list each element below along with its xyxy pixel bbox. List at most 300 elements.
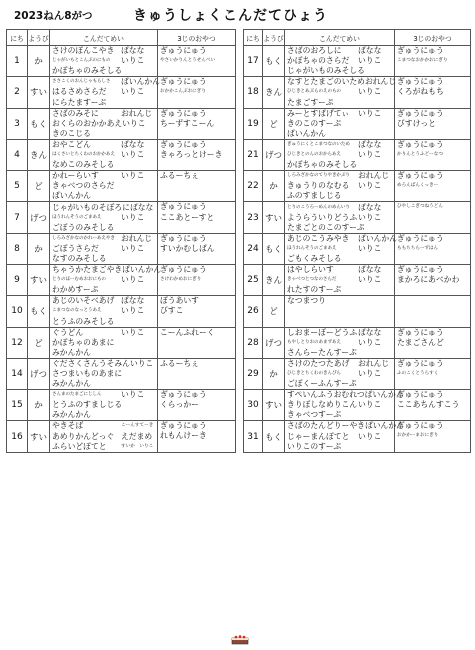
menu-cell [285, 139, 395, 170]
menu-line [52, 77, 160, 87]
table-row [7, 46, 236, 77]
menu-cell [50, 390, 158, 421]
side-item: ぱいんかん [122, 265, 162, 275]
snack-cell [158, 358, 236, 389]
menu-line [52, 379, 155, 389]
side-item: ぱいんかん [364, 421, 404, 431]
side-item: いりこ [129, 358, 154, 368]
menu-item: おくらのおかかあえ [52, 118, 123, 128]
menu-item: さけのたつたあげ [287, 358, 350, 368]
col-header-snack: 3じのおやつ [158, 30, 236, 46]
snack-item: くろがねもち [397, 87, 444, 97]
side-item: いりこ [358, 275, 382, 285]
menu-item: さんまのたまごにじしん [52, 392, 102, 398]
snack-item: たまごさんど [397, 337, 444, 347]
snack-cell [395, 358, 471, 389]
menu-item: かぼちゃのみそしる [287, 160, 358, 170]
menu-item: さばのたんどりーやき [287, 421, 365, 431]
table-row [7, 327, 236, 358]
menu-cell [50, 77, 158, 108]
menu-item: やきそば [52, 421, 84, 431]
menu-line [52, 254, 155, 264]
menu-item: ごぼくーふんすーぷ [287, 379, 357, 389]
day-number: 2 [7, 77, 28, 108]
menu-item: れたすのすーぷ [287, 285, 342, 295]
menu-line [287, 56, 392, 66]
day-number: 26 [244, 296, 263, 327]
day-number: 16 [7, 421, 28, 452]
menu-line [287, 275, 392, 285]
side-item: いりこ [121, 243, 145, 253]
snack-item: おかかーまおにぎり [397, 433, 439, 439]
table-row [244, 390, 471, 421]
menu-line [52, 244, 155, 254]
snack-item: ぎゅうにゅう [397, 327, 444, 337]
menu-item: はるさめさらだ [52, 87, 107, 97]
menu-item: みーとすぱげてぃ [287, 108, 350, 118]
menu-line [52, 181, 155, 191]
snack-item: めろんぱんくっきー [397, 183, 439, 189]
menu-line [287, 46, 392, 56]
side-item: ぱいんかん [364, 390, 404, 400]
menu-item: ぱいんかん [52, 191, 91, 201]
day-number: 14 [7, 358, 28, 389]
snack-item: ぎゅうにゅう [397, 421, 444, 431]
menu-table-second-half [243, 29, 471, 453]
day-number: 10 [7, 296, 28, 327]
menu-item: ひじきとちくわのきんぴら [287, 371, 341, 376]
side-item: いりこ [121, 150, 145, 160]
menu-item: きりぼしなめりこん [287, 400, 358, 410]
menu-line [52, 431, 155, 441]
side-item: えだまめ [121, 431, 153, 441]
menu-item: たまごすーぷ [287, 97, 334, 107]
snack-item: ふのこくとうらすく [397, 370, 439, 376]
menu-item: とうふのみそしる [52, 316, 115, 326]
menu-cell [285, 421, 404, 452]
menu-item: いりこのすーぷ [287, 441, 342, 451]
table-row [7, 296, 236, 327]
menu-line [52, 140, 155, 150]
menu-item: たまごとのこのすーぷ [287, 222, 365, 232]
menu-item: ひじきとあぶらのえのもの [287, 89, 341, 95]
menu-item: なめこのみそしる [52, 160, 115, 170]
snack-item [397, 306, 468, 316]
snack-item: ぎゅうにゅう [160, 77, 207, 87]
snack-item: やさいかりんとうせんべい [160, 58, 216, 64]
menu-line [52, 223, 155, 233]
menu-item: わかめすーぷ [52, 285, 99, 295]
menu-line [287, 359, 392, 369]
menu-line [52, 160, 155, 170]
col-header-menu: こんだてめい [50, 30, 158, 46]
menu-line [287, 338, 392, 348]
snack-item: びすけっと [397, 118, 436, 128]
side-item: おれんじ [121, 108, 153, 118]
menu-item: みかんかん [52, 410, 91, 420]
menu-line [287, 77, 397, 87]
menu-line [287, 285, 392, 295]
table-row [244, 77, 471, 108]
menu-cell [50, 46, 158, 77]
day-of-week: すい [28, 264, 50, 295]
snack-item: おかかこんぶおにぎり [160, 89, 206, 95]
menu-item: みかんかん [52, 347, 91, 357]
table-row [244, 46, 471, 77]
menu-line [52, 410, 155, 420]
snack-item: ぎゅうにゅう [160, 421, 207, 431]
side-item: ばなな [358, 46, 382, 56]
snack-item: ぎゅうにゅう [397, 264, 444, 274]
side-item: いりこ [121, 171, 145, 181]
side-item: いりこ [358, 431, 382, 441]
day-of-week: きん [263, 77, 285, 108]
day-number: 7 [7, 202, 28, 233]
day-number: 24 [244, 233, 263, 264]
menu-line [52, 191, 155, 201]
menu-item: ぐうどん [52, 327, 84, 337]
menu-cell [285, 108, 395, 139]
snack-cell [395, 202, 471, 233]
side-item: ばなな [358, 327, 382, 337]
menu-cell [50, 202, 158, 233]
table-row [244, 139, 471, 170]
day-of-week: もく [263, 233, 285, 264]
menu-item: きのこのすーぷ [287, 118, 342, 128]
snack-item: ぎゅうにゅう [160, 46, 207, 55]
menu-line [52, 87, 155, 97]
menu-item: かぼちゃのさらだ [287, 56, 350, 66]
menu-line [287, 254, 392, 264]
menu-line [52, 97, 155, 107]
snack-item: ぎゅうにゅう [397, 77, 444, 87]
col-header-menu: こんだてめい [285, 30, 395, 46]
menu-item: なつまつり [287, 296, 326, 306]
side-item: いりこ [121, 275, 145, 285]
menu-line [287, 265, 392, 275]
snack-cell [158, 202, 236, 233]
menu-table-first-half [6, 29, 236, 453]
snack-item: ぎゅうにゅう [397, 46, 444, 55]
snack-item: ぎゅうにゅう [160, 264, 207, 274]
snack-cell [395, 139, 471, 170]
menu-line [52, 359, 155, 369]
side-item: いりこ [358, 56, 382, 66]
table-row [244, 358, 471, 389]
menu-line [287, 316, 392, 326]
menu-cell [285, 327, 395, 358]
menu-line [287, 421, 404, 431]
side-item: いりこ [121, 327, 145, 337]
side-item: ぱなな [121, 46, 145, 56]
menu-line [52, 442, 155, 452]
menu-item: かぼちゃのみそしる [52, 66, 123, 76]
snack-cell [395, 46, 471, 77]
side-item: ばなな [358, 202, 382, 212]
menu-line [52, 109, 155, 119]
side-item: ばなな [358, 265, 382, 275]
snack-item [160, 338, 233, 348]
snack-cell [158, 233, 236, 264]
menu-item: とりのこうろーめんのめんいり [287, 204, 350, 210]
menu-line [52, 46, 155, 56]
menu-line [287, 306, 392, 316]
day-of-week: か [28, 390, 50, 421]
snack-item: かりんとうふどーなつ [397, 151, 443, 157]
day-number: 19 [244, 108, 263, 139]
menu-item: かれーらいす [52, 171, 99, 181]
snack-item [160, 181, 233, 191]
day-number: 18 [244, 77, 263, 108]
menu-line [52, 265, 162, 275]
menu-item: ひじきとのんのおからあえ [287, 152, 341, 158]
snack-item: ぎゅうにゅう [397, 233, 444, 243]
day-number: 8 [7, 233, 28, 264]
col-header-date: にち [244, 30, 263, 46]
menu-line [287, 213, 392, 223]
day-of-week: ど [28, 171, 50, 202]
side-item: いりこ [121, 306, 145, 316]
table-row [7, 264, 236, 295]
menu-line [287, 390, 404, 400]
snack-cell [395, 77, 471, 108]
menu-cell [50, 139, 158, 170]
day-of-week: もく [28, 108, 50, 139]
table-row [7, 108, 236, 139]
snack-cell [158, 77, 236, 108]
day-number: 23 [244, 202, 263, 233]
table-row [244, 296, 471, 327]
snack-item: ぎゅうにゅう [160, 139, 207, 149]
cake-icon [230, 634, 250, 645]
side-item: いりこ [121, 390, 145, 400]
side-item: いりこ [358, 337, 382, 347]
snack-item: ももちちらーずはん [397, 245, 439, 251]
snack-cell [158, 421, 236, 452]
menu-item: ようらういりどうふ [287, 212, 358, 222]
table-row [7, 233, 236, 264]
menu-line [52, 285, 155, 295]
menu-cell [285, 46, 395, 77]
menu-item: かぼちゃのあまに [52, 337, 115, 347]
menu-line [287, 66, 392, 76]
menu-line [287, 369, 392, 379]
menu-item: ごぼうのみそしる [52, 222, 115, 232]
col-header-dow: ようび [28, 30, 50, 46]
snack-item: まかろにあべかわ [397, 275, 460, 285]
day-number: 5 [7, 171, 28, 202]
side-item: おれんじ [121, 233, 153, 243]
menu-item: ぎゅうにくとこまつなのいため [287, 141, 350, 147]
side-item: こーんすてーき [121, 423, 154, 429]
menu-cell [285, 233, 395, 264]
side-item: いりこ [358, 108, 382, 118]
snack-cell [395, 108, 471, 139]
menu-line [287, 379, 392, 389]
menu-line [52, 129, 155, 139]
day-of-week: か [263, 171, 285, 202]
day-of-week: ど [263, 108, 285, 139]
snack-item [397, 213, 468, 223]
menu-line [287, 400, 392, 410]
side-item: ぱいんかん [358, 233, 397, 243]
menu-item: ほうれんそうのごまあえ [287, 245, 337, 251]
menu-line [287, 233, 397, 244]
menu-line [287, 119, 392, 129]
menu-item: ごもくみそしる [287, 253, 342, 263]
menu-line [287, 181, 392, 191]
snack-item: ぎゅうにゅう [397, 390, 444, 400]
menu-line [52, 119, 155, 129]
menu-item: きゃべつとつなのさらだ [287, 277, 337, 283]
menu-cell [285, 171, 395, 202]
menu-item: ぱいんかん [287, 128, 326, 138]
menu-line [52, 338, 155, 348]
snack-item: ひやしこぎつねうどん [397, 204, 443, 210]
menu-item: きのこじる [52, 128, 91, 138]
snack-item: ふるーちぇ [160, 358, 199, 368]
snack-item: ちーずすこーん [160, 118, 215, 128]
table-row [244, 327, 471, 358]
menu-item: とりのほーむめおおにもの [52, 277, 106, 283]
day-number: 1 [7, 46, 28, 77]
menu-line [52, 400, 155, 410]
menu-cell [285, 390, 404, 421]
snack-cell [158, 139, 236, 170]
snack-item: すいかむしぱん [160, 243, 215, 253]
menu-line [287, 160, 392, 170]
snack-cell [158, 296, 236, 327]
menu-item: じゃーまんぽてと [287, 431, 350, 441]
menu-line [52, 296, 155, 306]
menu-line [52, 202, 155, 212]
day-number: 3 [7, 108, 28, 139]
table-row [244, 171, 471, 202]
snack-cell [395, 171, 471, 202]
side-item: いりこ [358, 400, 382, 410]
side-item: ぱいんかん [121, 77, 160, 87]
menu-item: ささこくのおんじゃもらしさ [52, 79, 111, 85]
menu-cell [285, 358, 395, 389]
menu-line [52, 328, 155, 338]
menu-item: はくさいとちくわのおかかあえ [52, 152, 115, 158]
day-of-week: げつ [263, 139, 285, 170]
side-item: すいか いりこ [121, 443, 154, 449]
snack-cell [158, 46, 236, 77]
snack-item: ふるーちぇ [160, 171, 199, 181]
menu-line [52, 390, 155, 400]
menu-line [52, 213, 155, 223]
menu-cell [50, 108, 158, 139]
menu-line [287, 150, 392, 160]
day-of-week: げつ [28, 202, 50, 233]
table-row [244, 202, 471, 233]
table-row [244, 108, 471, 139]
snack-item: れもんけーき [160, 431, 207, 441]
menu-item: しろみざかなのてりやきかぶり [287, 173, 350, 179]
menu-item: あじのいそべあげ [52, 296, 115, 306]
menu-cell [285, 77, 395, 108]
snack-cell [158, 327, 236, 358]
day-number: 25 [244, 264, 263, 295]
menu-line [52, 316, 155, 326]
menu-line [287, 97, 392, 107]
menu-line [287, 140, 392, 150]
day-of-week: もく [263, 46, 285, 77]
table-row [7, 139, 236, 170]
side-item: いりこ [358, 87, 382, 97]
snack-item: ぎゅうにゅう [397, 108, 444, 118]
menu-line [52, 66, 155, 76]
col-header-snack: 3じのおやつ [395, 30, 471, 46]
menu-item: あじのこうみやき [287, 233, 350, 243]
side-item: おれんじ [364, 77, 397, 87]
menu-item: さつまいものあまに [52, 369, 123, 378]
menu-cell [285, 264, 395, 295]
day-number: 31 [244, 421, 263, 452]
menu-item: さばのおろしに [287, 46, 342, 56]
menu-line [287, 410, 392, 420]
menu-line [52, 369, 155, 379]
day-of-week: ど [263, 296, 285, 327]
menu-cell [50, 233, 158, 264]
menu-line [287, 129, 392, 139]
menu-line [287, 202, 392, 212]
day-of-week: すい [263, 390, 285, 421]
snack-item: ぎゅうにゅう [397, 358, 444, 368]
menu-item: きゅうりのなむる [287, 181, 350, 191]
menu-line [287, 171, 392, 181]
snack-item: ぼうあいす [160, 296, 199, 306]
menu-line [287, 87, 392, 97]
side-item: いりこ [121, 56, 145, 66]
menu-line [287, 109, 392, 119]
side-item: いりこ [121, 87, 145, 97]
menu-line [52, 234, 155, 244]
table-row [244, 233, 471, 264]
menu-line [287, 223, 392, 233]
side-item: いりこ [122, 118, 146, 128]
menu-line [287, 348, 392, 358]
side-item: ばなな [129, 202, 154, 212]
day-of-week: きん [263, 264, 285, 295]
snack-item: ぎゅうにゅう [160, 390, 207, 400]
snack-item: ぎゅうにゅう [160, 108, 207, 118]
menu-line [287, 431, 392, 441]
snack-item [397, 296, 468, 306]
col-header-date: にち [7, 30, 28, 46]
snack-cell [395, 327, 471, 358]
table-row [244, 264, 471, 295]
snack-cell [158, 108, 236, 139]
menu-item: きゃべつのさらだ [52, 181, 115, 191]
day-of-week: か [263, 358, 285, 389]
side-item: いりこ [358, 369, 382, 378]
table-row [7, 77, 236, 108]
day-number: 9 [7, 264, 28, 295]
day-of-week: ど [28, 327, 50, 358]
snack-cell [158, 171, 236, 202]
table-row [7, 421, 236, 452]
menu-line [52, 275, 155, 285]
day-of-week: げつ [263, 327, 285, 358]
snack-cell [395, 233, 471, 264]
menu-line [287, 191, 392, 201]
menu-item: ほうれんそうのごまあえ [52, 214, 102, 220]
menu-grid [6, 29, 471, 453]
menu-cell [50, 327, 158, 358]
snack-item: ぎゅうにゅう [397, 139, 444, 149]
